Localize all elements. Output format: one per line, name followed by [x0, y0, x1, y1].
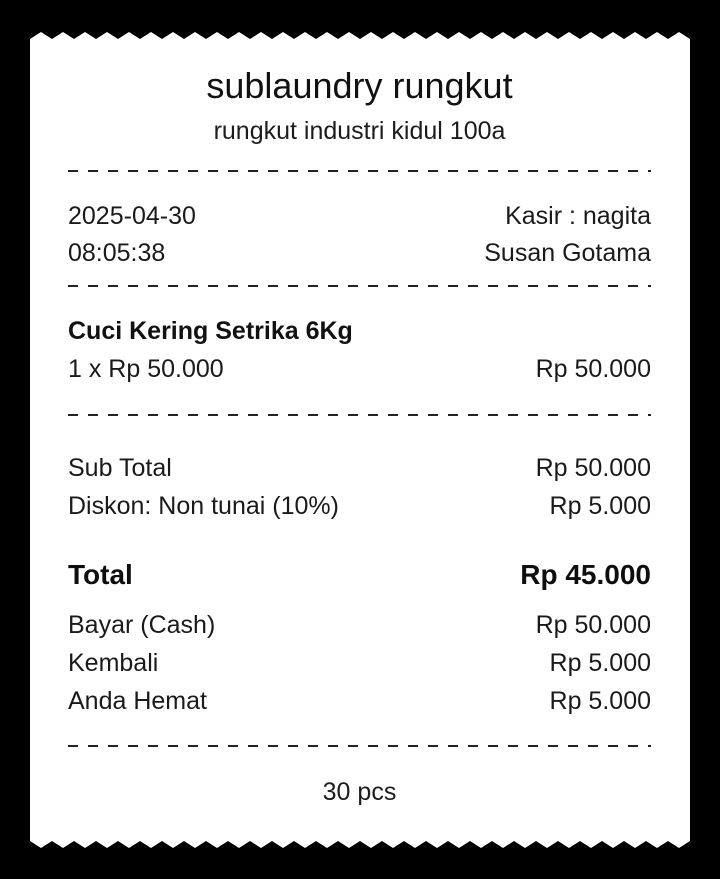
payment-value: Rp 50.000: [535, 611, 651, 639]
divider: [68, 170, 651, 172]
pieces-count: 30 pcs: [322, 778, 397, 806]
divider: [68, 414, 651, 416]
discount-value: Rp 5.000: [549, 492, 651, 520]
change-value: Rp 5.000: [549, 649, 651, 677]
subtotal-row: [68, 452, 651, 484]
payment-label: Bayar (Cash): [68, 611, 216, 639]
item-amount: Rp 50.000: [535, 355, 651, 383]
item-row: [68, 353, 651, 385]
savings-label: Anda Hemat: [68, 687, 207, 715]
date-cashier-row: [68, 200, 651, 232]
store-address: rungkut industri kidul 100a: [213, 117, 506, 145]
time-customer-row: [68, 237, 651, 269]
receipt-content: [68, 32, 651, 848]
savings-row: [68, 685, 651, 717]
store-name: sublaundry rungkut: [206, 65, 513, 106]
item-qty-price: 1 x Rp 50.000: [68, 355, 224, 383]
divider: [68, 745, 651, 747]
change-row: [68, 647, 651, 679]
divider: [68, 285, 651, 287]
item-name: Cuci Kering Setrika 6Kg: [68, 317, 353, 345]
receipt: [30, 32, 690, 848]
cashier-name: Kasir : nagita: [505, 202, 651, 230]
payment-row: [68, 609, 651, 641]
savings-value: Rp 5.000: [549, 687, 651, 715]
total-label: Total: [68, 559, 133, 590]
transaction-date: 2025-04-30: [68, 202, 196, 230]
discount-label: Diskon: Non tunai (10%): [68, 492, 339, 520]
subtotal-label: Sub Total: [68, 454, 172, 482]
customer-name: Susan Gotama: [484, 239, 651, 267]
subtotal-value: Rp 50.000: [535, 454, 651, 482]
transaction-time: 08:05:38: [68, 239, 166, 267]
change-label: Kembali: [68, 649, 159, 677]
total-value: Rp 45.000: [520, 559, 651, 590]
discount-row: [68, 490, 651, 522]
total-row: [68, 559, 651, 591]
